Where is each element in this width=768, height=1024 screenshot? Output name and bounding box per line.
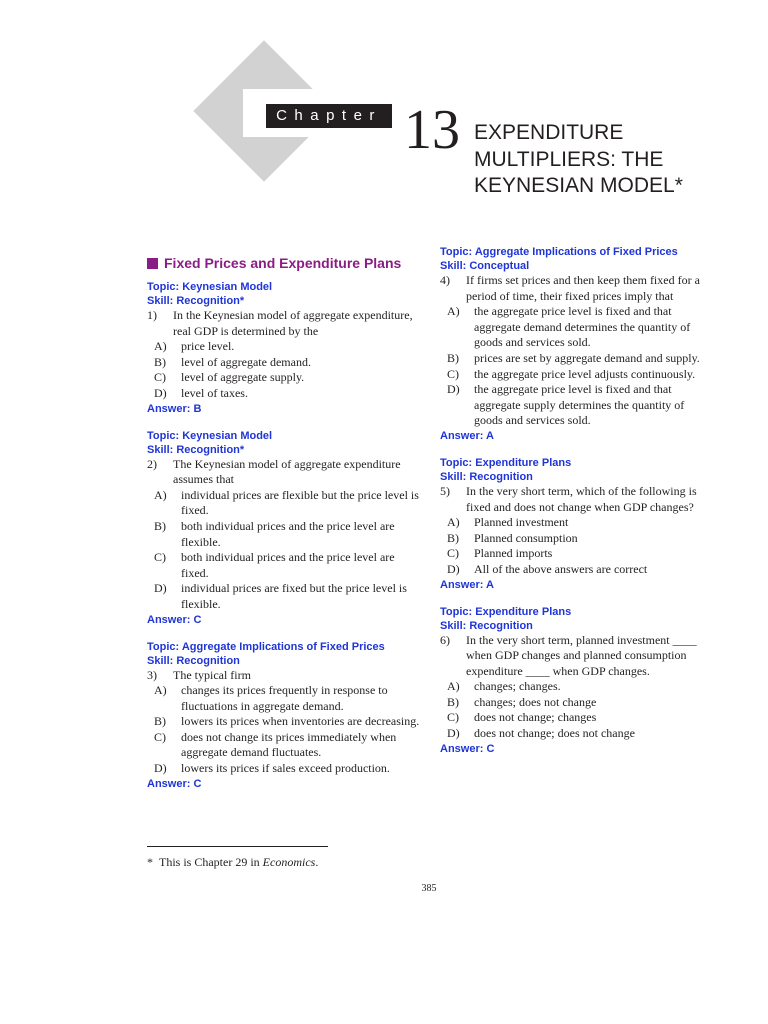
- question-stem: [440, 273, 710, 304]
- option-text: the aggregate price level adjusts continuously.: [474, 366, 696, 381]
- option-text: both individual prices and the price level are flexible.: [181, 518, 395, 549]
- option-text: level of aggregate supply.: [181, 370, 305, 385]
- option-letter: A): [154, 339, 167, 354]
- question-skill: Skill: Recognition*: [147, 443, 245, 456]
- option-letter: A): [447, 515, 460, 530]
- answer-option: [147, 488, 422, 519]
- question-topic: Topic: Keynesian Model: [147, 281, 273, 293]
- option-letter: C): [154, 370, 166, 385]
- option-letter: A): [447, 679, 460, 694]
- answer-option: [440, 562, 710, 578]
- answer-option: [440, 531, 710, 547]
- question-stem: [147, 308, 422, 339]
- answer-option: [147, 714, 422, 730]
- question-text: In the very short term, planned investment ____ when GDP changes and planned consumption expenditure ____ when GDP changes.: [466, 632, 697, 678]
- section-heading-text: Fixed Prices and Expenditure Plans: [164, 255, 402, 271]
- option-letter: B): [154, 714, 166, 729]
- footnote-book-title: Economics: [262, 855, 316, 869]
- chapter-title-line: EXPENDITURE: [474, 121, 624, 144]
- question-2: [147, 429, 422, 627]
- answer-option: [440, 546, 710, 562]
- question-text: In the very short term, which of the following is fixed and does not change when GDP changes?: [466, 483, 697, 514]
- question-text: In the Keynesian model of aggregate expenditure, real GDP is determined by the: [173, 308, 413, 338]
- option-letter: D): [447, 561, 460, 576]
- footnote-period: .: [315, 855, 319, 869]
- option-letter: B): [447, 530, 459, 545]
- option-letter: C): [447, 366, 459, 381]
- question-answer: Answer: A: [440, 429, 494, 442]
- right-column: [440, 245, 710, 769]
- question-skill: Skill: Recognition: [440, 470, 533, 483]
- answer-option: [147, 683, 422, 714]
- option-text: changes its prices frequently in response to fluctuations in aggregate demand.: [181, 683, 388, 713]
- option-text: the aggregate price level is fixed and that aggregate supply determines the quantity of goods and services sold.: [474, 382, 685, 428]
- answer-option: [440, 382, 710, 429]
- chapter-title: [474, 120, 764, 200]
- option-text: level of aggregate demand.: [181, 354, 311, 369]
- answer-option: [440, 351, 710, 367]
- question-topic: Topic: Keynesian Model: [147, 429, 273, 442]
- answer-option: [147, 370, 422, 386]
- option-text: level of taxes.: [181, 385, 248, 400]
- option-letter: C): [154, 729, 166, 744]
- answer-option: [147, 355, 422, 371]
- option-text: prices are set by aggregate demand and supply.: [474, 350, 700, 365]
- option-text: both individual prices and the price level are fixed.: [181, 550, 395, 580]
- question-number: 6): [440, 632, 450, 647]
- option-letter: D): [154, 385, 167, 400]
- question-number: 3): [147, 667, 157, 682]
- question-text: The typical firm: [173, 667, 251, 682]
- question-5: [440, 456, 710, 592]
- option-text: price level.: [181, 339, 235, 354]
- question-skill: Skill: Recognition: [147, 654, 240, 667]
- page-number: 385: [421, 883, 437, 894]
- question-answer: Answer: C: [147, 613, 202, 626]
- footnote-marker: *: [147, 855, 153, 869]
- question-text: If firms set prices and then keep them fixed for a period of time, their fixed prices imply that: [466, 273, 700, 303]
- option-text: lowers its prices if sales exceed production.: [181, 761, 390, 776]
- question-topic: Topic: Aggregate Implications of Fixed Prices: [147, 640, 385, 653]
- question-text: The Keynesian model of aggregate expenditure assumes that: [173, 456, 401, 487]
- question-number: 2): [147, 456, 157, 471]
- option-letter: B): [447, 350, 459, 365]
- answer-option: [147, 761, 422, 777]
- option-text: All of the above answers are correct: [474, 561, 648, 576]
- footnote-rule: [147, 846, 328, 847]
- answer-option: [147, 386, 422, 402]
- option-letter: C): [447, 546, 459, 561]
- answer-option: [147, 730, 422, 761]
- option-letter: B): [447, 694, 459, 709]
- question-skill: Skill: Conceptual: [440, 260, 530, 272]
- option-text: does not change; does not change: [474, 726, 635, 741]
- option-text: does not change its prices immediately when aggregate demand fluctuates.: [181, 729, 397, 760]
- question-4: [440, 245, 710, 443]
- question-number: 5): [440, 483, 450, 498]
- question-topic: Topic: Expenditure Plans: [440, 456, 572, 469]
- answer-option: [147, 339, 422, 355]
- answer-option: [440, 710, 710, 726]
- option-letter: C): [447, 710, 459, 725]
- question-skill: Skill: Recognition: [440, 619, 533, 632]
- section-heading: [147, 255, 401, 271]
- answer-option: [147, 550, 422, 581]
- option-text: individual prices are fixed but the price level is flexible.: [181, 581, 407, 611]
- question-stem: [440, 484, 710, 515]
- option-text: Planned imports: [474, 546, 553, 561]
- question-answer: Answer: A: [440, 578, 494, 591]
- option-letter: D): [154, 581, 167, 596]
- answer-option: [440, 367, 710, 383]
- answer-option: [440, 679, 710, 695]
- option-text: changes; changes.: [474, 679, 561, 694]
- option-letter: D): [447, 726, 460, 741]
- option-text: does not change; changes: [474, 710, 597, 725]
- answer-option: [440, 695, 710, 711]
- chapter-label: Chapter: [266, 104, 392, 128]
- question-answer: Answer: B: [147, 402, 202, 415]
- chapter-title-line: MULTIPLIERS: THE: [474, 147, 664, 171]
- option-letter: A): [154, 487, 167, 502]
- question-3: [147, 640, 422, 791]
- option-text: changes; does not change: [474, 694, 597, 709]
- question-6: [440, 605, 710, 756]
- option-text: the aggregate price level is fixed and that aggregate demand determines the quantity of goods and services sold.: [474, 304, 691, 350]
- answer-option: [440, 304, 710, 351]
- question-topic: Topic: Aggregate Implications of Fixed Prices: [440, 246, 678, 258]
- footnote-text: This is Chapter 29 in: [159, 855, 260, 869]
- question-answer: Answer: C: [440, 742, 495, 755]
- question-1: [147, 280, 422, 416]
- chapter-number: 13: [404, 99, 460, 161]
- option-letter: A): [447, 304, 460, 319]
- option-letter: D): [154, 761, 167, 776]
- question-stem: [440, 633, 710, 680]
- option-text: Planned investment: [474, 515, 569, 530]
- option-letter: B): [154, 518, 166, 533]
- question-answer: Answer: C: [147, 777, 202, 790]
- option-text: lowers its prices when inventories are decreasing.: [181, 714, 420, 729]
- answer-option: [440, 515, 710, 531]
- answer-option: [440, 726, 710, 742]
- option-letter: D): [447, 382, 460, 397]
- question-topic: Topic: Expenditure Plans: [440, 605, 572, 618]
- section-square-icon: [147, 258, 158, 269]
- option-text: individual prices are flexible but the price level is fixed.: [181, 487, 419, 518]
- option-letter: A): [154, 683, 167, 698]
- question-stem: [147, 457, 422, 488]
- option-letter: C): [154, 550, 166, 565]
- chapter-title-line: KEYNESIAN MODEL*: [474, 174, 683, 197]
- question-number: 4): [440, 273, 450, 287]
- answer-option: [147, 581, 422, 612]
- option-letter: B): [154, 354, 166, 369]
- footnote: [147, 855, 318, 870]
- question-stem: [147, 668, 422, 684]
- option-text: Planned consumption: [474, 530, 578, 545]
- answer-option: [147, 519, 422, 550]
- left-column: [147, 280, 422, 804]
- question-skill: Skill: Recognition*: [147, 295, 245, 307]
- question-number: 1): [147, 308, 157, 322]
